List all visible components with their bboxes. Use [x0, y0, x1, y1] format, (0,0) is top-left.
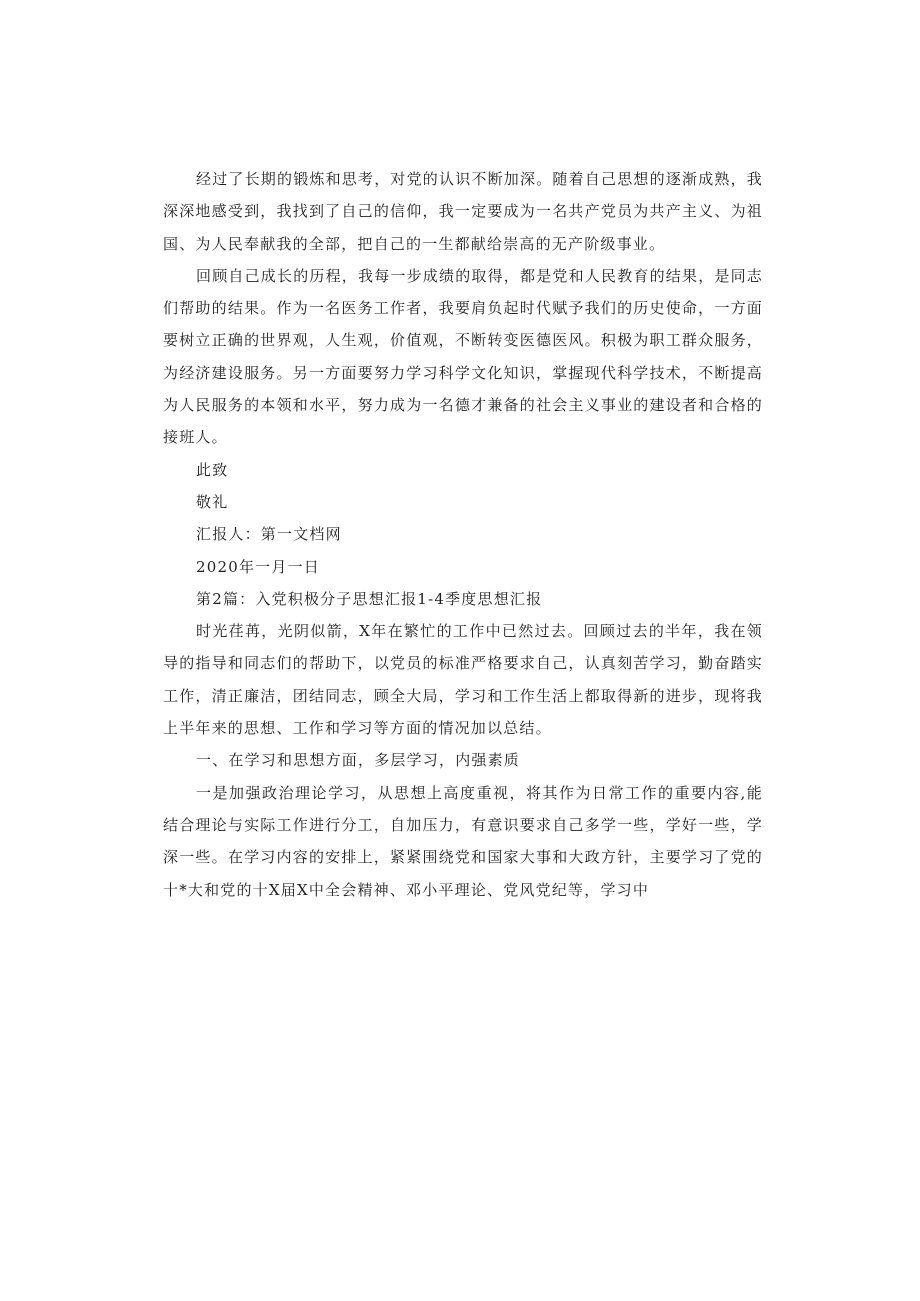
date-line: 2020年一月一日 — [196, 557, 320, 576]
closing-salutation: 此致 — [196, 460, 229, 479]
document-body — [163, 163, 763, 906]
closing-regards: 敬礼 — [196, 492, 229, 511]
paragraph-faith: 经过了长期的锻炼和思考，对党的认识不断加深。随着自己思想的逐渐成熟，我深深地感受到，我找到了自己的信仰，我一定要成为一名共产党员为共产主义、为祖国、为人民奉献我的全部，把自己的一生都献给崇高的无产阶级事业。 — [163, 170, 764, 253]
reporter-line: 汇报人：第一文档网 — [196, 525, 342, 544]
section-title: 第2篇：入党积极分子思想汇报1-4季度思想汇报 — [196, 589, 543, 608]
paragraph-half-year-review: 时光荏苒，光阴似箭，X年在繁忙的工作中已然过去。回顾过去的半年，我在领导的指导和同志们的帮助下，以党员的标准严格要求自己，认真刻苦学习，勤奋踏实工作，清正廉洁，团结同志，顾全大局，学习和工作生活上都取得新的进步，现将我上半年来的思想、工作和学习等方面的情况加以总结。 — [163, 622, 763, 738]
paragraph-growth: 回顾自己成长的历程，我每一步成绩的取得，都是党和人民教育的结果，是同志们帮助的结果。作为一名医务工作者，我要肩负起时代赋予我们的历史使命，一方面要树立正确的世界观，人生观，价值观，不断转变医德医风。积极为职工群众服务，为经济建设服务。另一方面要努力学习科学文化知识，掌握现代科学技术，不断提高为人民服务的本领和水平，努力成为一名德才兼备的社会主义事业的建设者和合格的接班人。 — [163, 266, 764, 447]
subheading-study: 一、在学习和思想方面，多层学习，内强素质 — [196, 751, 521, 770]
paragraph-political-study: 一是加强政治理论学习，从思想上高度重视，将其作为日常工作的重要内容,能结合理论与实际工作进行分工，自加压力，有意识要求自己多学一些，学好一些，学深一些。在学习内容的安排上，紧紧围绕党和国家大事和大政方针，主要学习了党的十*大和党的十X届X中全会精神、邓小平理论、党风党纪等，学习中 — [163, 783, 763, 899]
